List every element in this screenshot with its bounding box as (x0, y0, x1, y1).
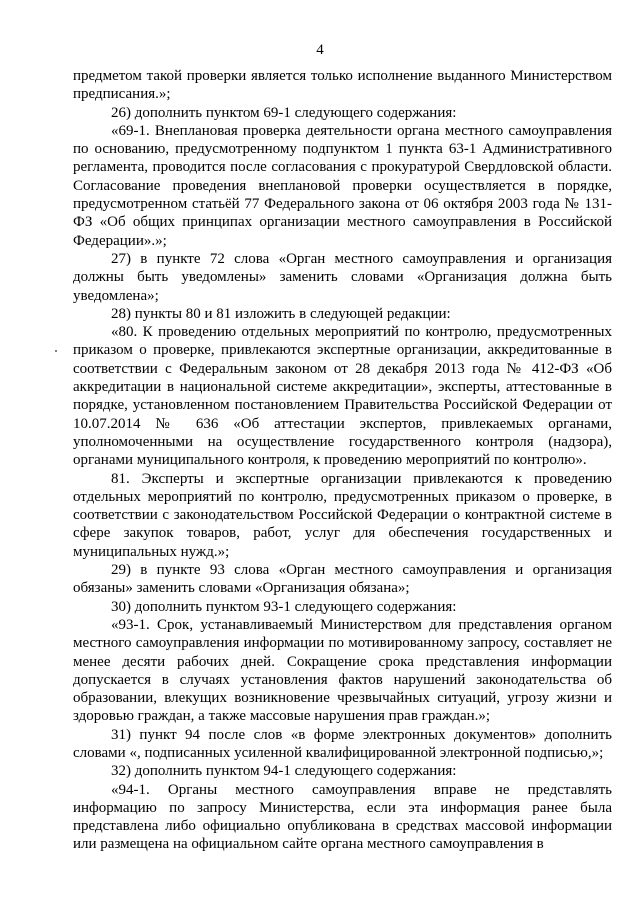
paragraph: «69-1. Внеплановая проверка деятельности органа местного самоуправления по основанию, предусмотренному подпунктом 1 пункта 63-1 Административного регламента, проводится после согласования с прокуратурой Свердловской области. Согласование проведения внеплановой проверки осуществляется в порядке, предусмотренном статьёй 77 Федерального закона от 06 октября 2003 года № 131-ФЗ «Об общих принципах организации местного самоуправления в Российской Федерации».»; (73, 122, 612, 249)
paragraph: 32) дополнить пунктом 94-1 следующего содержания: (111, 763, 457, 780)
paragraph: 28) пункты 80 и 81 изложить в следующей редакции: (111, 305, 451, 322)
paragraph: предметом такой проверки является только исполнение выданного Министерством предписания.»; (73, 68, 612, 103)
paragraph: «80. К проведению отдельных мероприятий по контролю, предусмотренных приказом о проверке, привлекаются экспертные организации, аккредитованные в соответствии с Федеральным законом от 28 декабря 2013 года № 412-ФЗ «Об аккредитации в национальной системе аккредитации», эксперты, аттестованные в порядке, установленном постановлением Правительства Российской Федерации от 10.07.2014 № 636 «Об аттестации экспертов, привлекаемых органами, уполномоченными на осуществление государственного контроля (надзора), органами муниципального контроля, к проведению мероприятий по контролю». (73, 324, 612, 469)
document-body (73, 67, 612, 854)
paragraph: 31) пункт 94 после слов «в форме электронных документов» дополнить словами «, подписанных усиленной квалифицированной электронной подписью,»; (73, 726, 612, 761)
paragraph: 30) дополнить пунктом 93-1 следующего содержания: (111, 598, 457, 615)
paragraph: 81. Эксперты и экспертные организации привлекаются к проведению отдельных мероприятий по контролю, предусмотренных приказом о проверке, в соответствии с законодательством Российской Федерации о контрактной системе в сфере закупок товаров, работ, услуг для обеспечения государственных и муниципальных нужд.»; (73, 470, 612, 560)
margin-mark (55, 350, 57, 352)
paragraph: 26) дополнить пунктом 69-1 следующего содержания: (111, 104, 457, 121)
paragraph: 29) в пункте 93 слова «Орган местного самоуправления и организация обязаны» заменить словами «Организация обязана»; (73, 562, 612, 597)
paragraph: «93-1. Срок, устанавливаемый Министерством для представления органом местного самоуправления информации по мотивированному запросу, составляет не менее десяти рабочих дней. Сокращение срока представления информации допускается в случаях установления фактов нарушений законодательства об образовании, влекущих возникновение чрезвычайных ситуаций, угрозу жизни и здоровью граждан, а также массовые нарушения прав граждан.»; (73, 616, 612, 725)
paragraph: «94-1. Органы местного самоуправления вправе не представлять информацию по запросу Министерства, если эта информация ранее была представлена либо официально опубликована в средствах массовой информации или размещена на официальном сайте органа местного самоуправления в (73, 781, 612, 853)
page-number: 4 (316, 42, 324, 58)
paragraph: 27) в пункте 72 слова «Орган местного самоуправления и организация должны быть уведомлены» заменить словами «Организация должна быть уведомлена»; (73, 250, 612, 304)
